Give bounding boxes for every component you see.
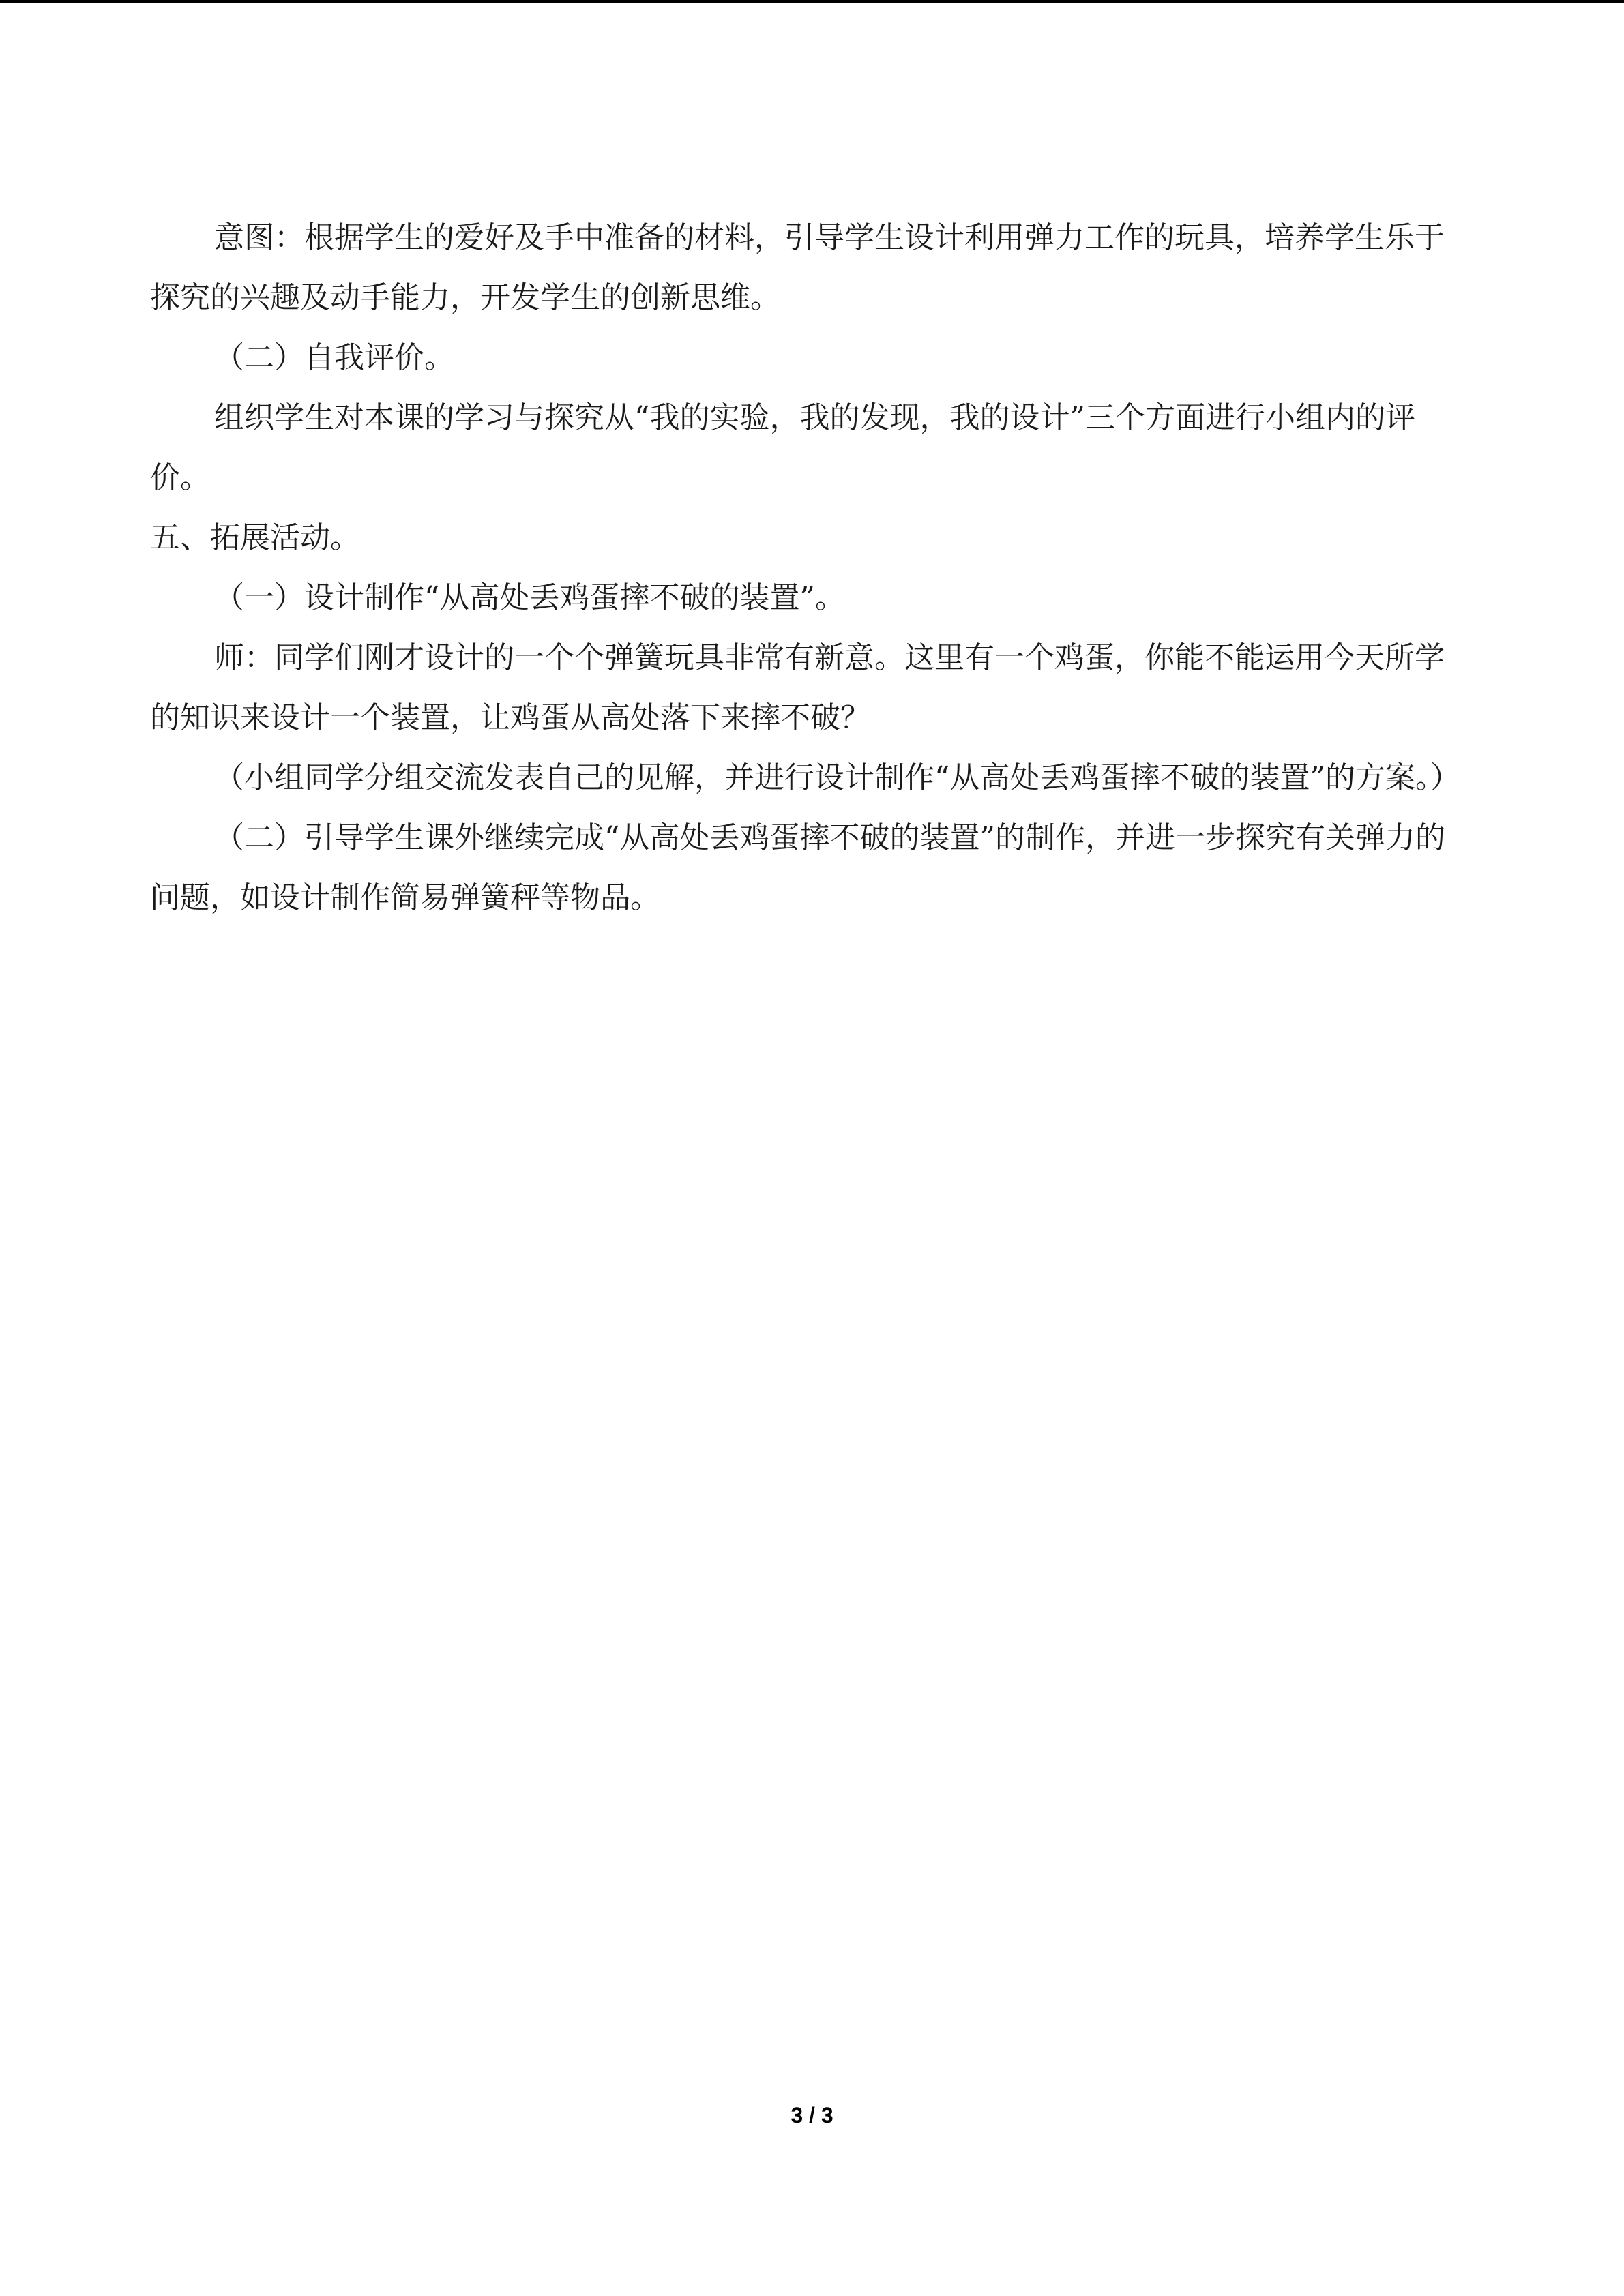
paragraph-group-discussion: （小组同学分组交流发表自己的见解，并进行设计制作“从高处丢鸡蛋摔不破的装置”的方案。）	[214, 760, 1460, 795]
heading-extension-activities: 五、拓展活动。	[150, 520, 360, 555]
top-border-line	[0, 0, 1624, 3]
page-number: 3 / 3	[791, 2103, 833, 2128]
paragraph-organize-evaluation: 组织学生对本课的学习与探究从“我的实验，我的发现，我的设计”三个方面进行小组内的评价。	[150, 400, 1415, 495]
heading-self-evaluation: （二）自我评价。	[214, 340, 454, 375]
heading-design-device: （一）设计制作“从高处丢鸡蛋摔不破的装置”。	[214, 580, 845, 615]
paragraph-teacher-prompt: 师：同学们刚才设计的一个个弹簧玩具非常有新意。这里有一个鸡蛋，你能不能运用今天所学的知识来设计一个装置，让鸡蛋从高处落下来摔不破？	[150, 640, 1445, 735]
paragraph-intent: 意图：根据学生的爱好及手中准备的材料，引导学生设计利用弹力工作的玩具，培养学生乐于探究的兴趣及动手能力，开发学生的创新思维。	[150, 220, 1445, 315]
document-body	[150, 208, 1460, 928]
paragraph-after-class: （二）引导学生课外继续完成“从高处丢鸡蛋摔不破的装置”的制作，并进一步探究有关弹力的问题，如设计制作简易弹簧秤等物品。	[150, 820, 1445, 915]
